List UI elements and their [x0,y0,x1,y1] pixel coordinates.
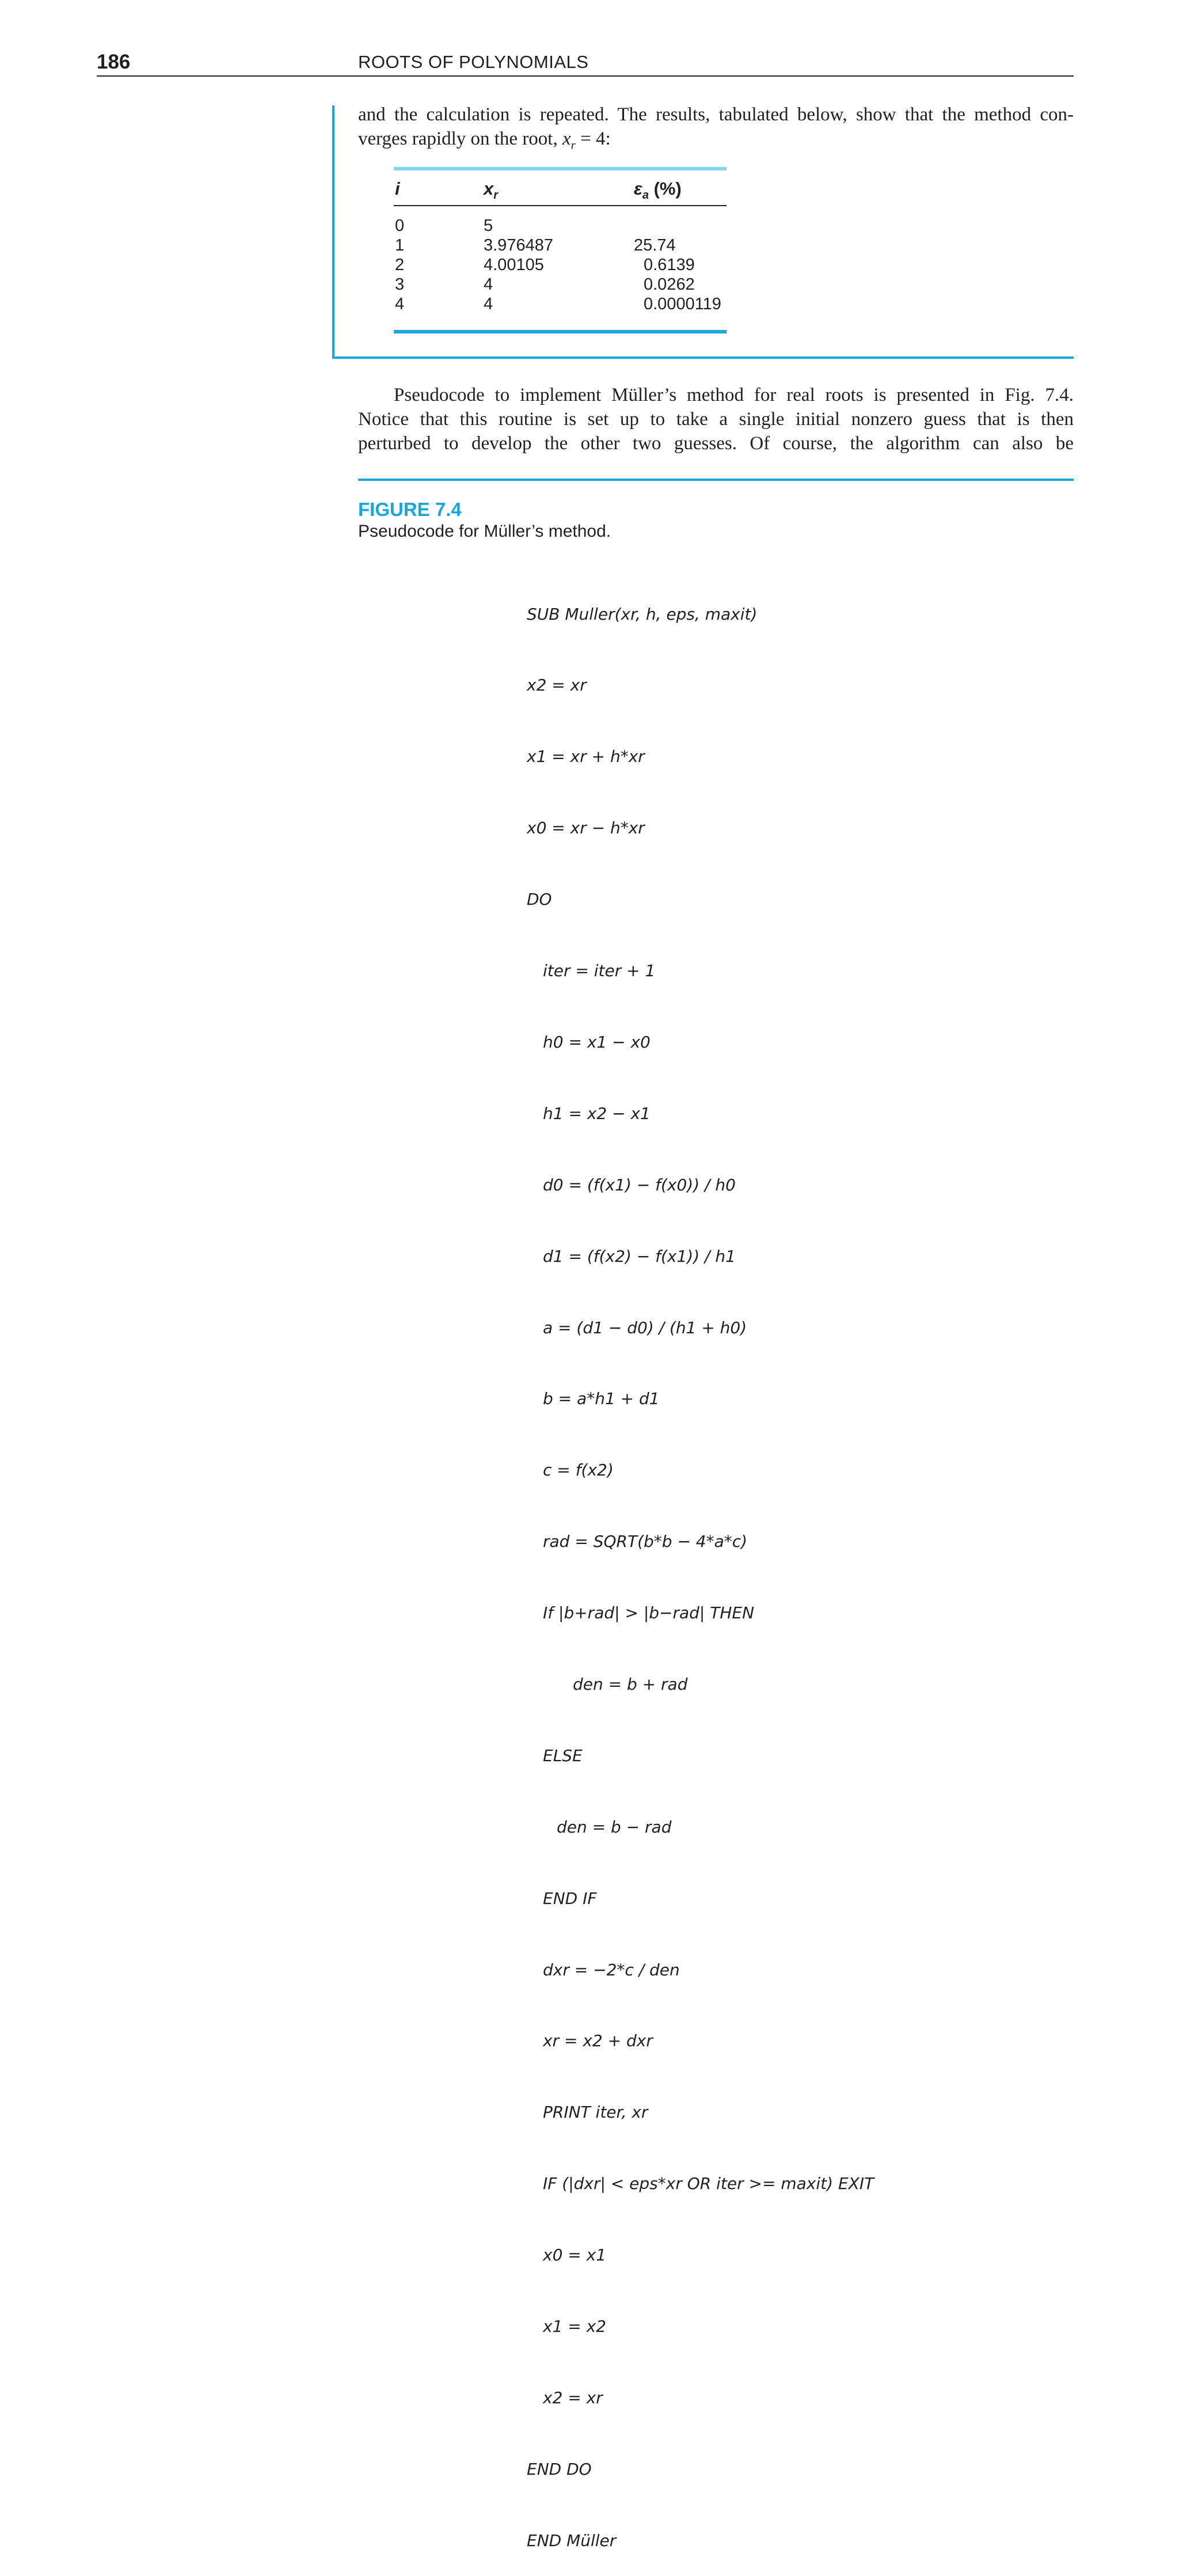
code-line: x0 = x1 [543,2245,607,2265]
code-line: c = f(x2) [543,1460,614,1480]
table-cell-ea: 0.0262 [644,275,695,294]
table-cell-xr: 4 [484,295,493,313]
code-line: x2 = xr [527,676,587,695]
example-side-bar [332,105,334,359]
table-header-unit: (%) [648,179,682,199]
code-line: x1 = x2 [543,2316,607,2336]
intro-line-2 [358,127,1074,157]
table-cell-i: 1 [395,236,405,255]
table-cell-i: 4 [395,295,405,313]
example-bottom-bar [332,356,1074,359]
table-header-xr-sub: r [493,189,499,202]
table-header-xr [484,179,498,202]
table-header-epsilon-sub: a [642,189,649,202]
code-line: dxr = −2*c / den [543,1960,680,1979]
table-top-rule [394,167,727,170]
code-line: b = a*h1 + d1 [543,1389,660,1409]
code-line: SUB Muller(xr, h, eps, maxit) [527,604,758,624]
code-line: x1 = xr + h*xr [527,747,645,767]
root-variable-subscript: r [571,138,576,152]
table-header-i: i [395,179,400,199]
code-line: a = (d1 − d0) / (h1 + h0) [543,1318,747,1337]
code-line: IF (|dxr| < eps*xr OR iter >= maxit) EXIT [543,2174,874,2194]
body-paragraph [358,383,1074,456]
table-header-xr-text: x [484,179,494,199]
intro-line-2-end: = 4: [575,128,611,149]
code-line: END Müller [527,2531,617,2550]
code-line: den = b − rad [557,1817,672,1837]
code-line: rad = SQRT(b*b − 4*a*c) [543,1532,748,1551]
body-line-3: perturbed to develop the other two guesses. Of course, the algorithm can also be [358,433,1074,454]
figure-rule [358,479,1074,481]
code-line: d0 = (f(x1) − f(x0)) / h0 [543,1175,736,1194]
code-line: h0 = x1 − x0 [543,1032,651,1052]
table-cell-ea: 0.6139 [644,256,695,274]
table-header-rule [394,205,727,206]
code-line: x0 = xr − h*xr [527,818,645,838]
table-cell-xr: 4 [484,275,493,294]
table-cell-i: 3 [395,275,405,294]
table-cell-ea: 0.0000119 [644,295,721,313]
table-cell-i: 2 [395,256,405,274]
table-cell-xr: 3.976487 [484,236,553,255]
table-cell-xr: 5 [484,217,493,235]
code-line: END DO [527,2459,592,2479]
figure-caption: Pseudocode for Müller’s method. [358,522,611,541]
page-number: 186 [97,51,131,73]
table-header-error [634,179,682,202]
header-rule [97,75,1074,77]
figure-label: FIGURE 7.4 [358,499,462,520]
code-line: h1 = x2 − x1 [543,1103,651,1123]
running-head: ROOTS OF POLYNOMIALS [358,52,589,72]
table-cell-i: 0 [395,217,405,235]
code-line: If |b+rad| > |b−rad| THEN [543,1603,755,1623]
table-bottom-rule [394,330,727,333]
table-header-epsilon: ε [634,179,642,199]
intro-paragraph [358,103,1074,157]
code-line: xr = x2 + dxr [543,2031,653,2051]
intro-line-2-text: verges rapidly on the root, [358,128,562,149]
table-cell-xr: 4.00105 [484,256,544,274]
pseudocode-block [527,555,874,2576]
code-line: ELSE [543,1746,583,1765]
table-cell-ea: 25.74 [634,236,676,255]
code-line: iter = iter + 1 [543,961,656,981]
code-line: x2 = xr [543,2388,603,2407]
body-line-2: Notice that this routine is set up to take a single initial nonzero guess that is then [358,409,1074,430]
root-variable: x [562,128,571,149]
code-line: DO [527,890,552,909]
body-line-1: Pseudocode to implement Müller’s method for real roots is presented in Fig. 7.4. [394,385,1074,405]
code-line: d1 = (f(x2) − f(x1)) / h1 [543,1246,736,1266]
code-line: den = b + rad [573,1674,688,1694]
code-line: PRINT iter, xr [543,2103,648,2122]
intro-line-1: and the calculation is repeated. The results, tabulated below, show that the method con- [358,104,1074,125]
code-line: END IF [543,1888,597,1908]
